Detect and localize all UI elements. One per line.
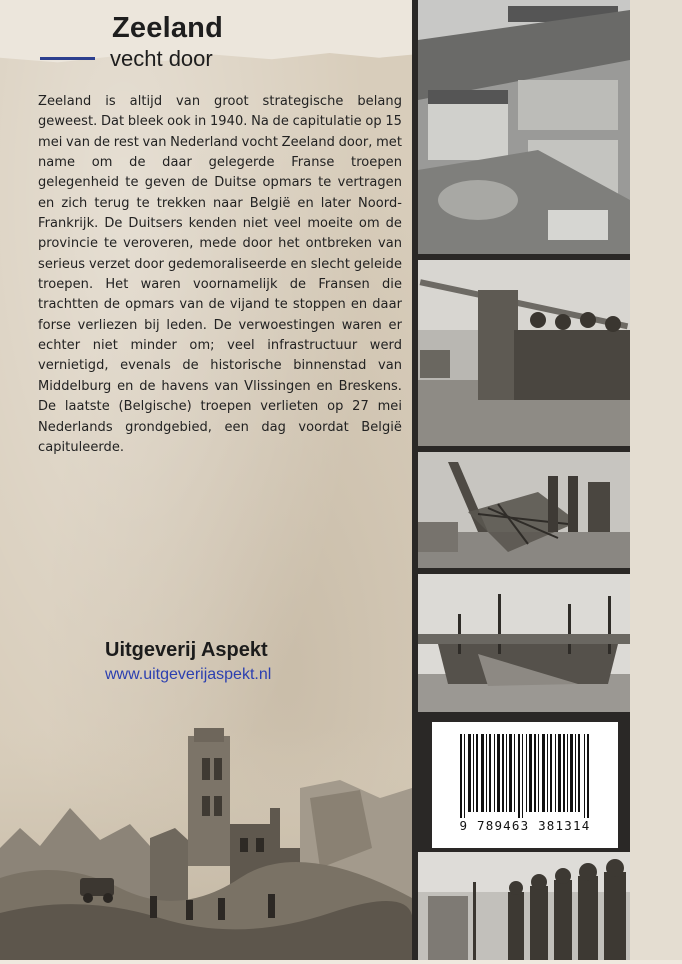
cover-edge (630, 0, 682, 960)
aerial-harbour-photo (418, 0, 630, 254)
book-title (40, 8, 400, 78)
prisoners-column-photo (418, 852, 630, 960)
title-main: Zeeland (112, 12, 223, 44)
destroyed-bridge-photo (418, 452, 630, 568)
blurb-text: Zeeland is altijd van groot strategische belang geweest. Dat bleek ook in 1940. Na de capitulatie op 15 mei van de rest van Nederland vocht Zeeland door, met name om de daar gelegerde Franse troepen gelegenheid te geven de Duitse opmars te vertragen en zich terug te trekken naar België en later Noord-Frankrijk. De Duitsers kenden niet veel moeite om de provincie te veroveren, mede door het ontbreken van serieus verzet door gedemoraliseerde en slecht geleide troepen. Het waren voornamelijk de Fransen die trachtten de opmars van de vijand te stoppen en daar forse verliezen bij leden. De verwoestingen waren er echter niet minder om; veel infrastructuur werd vernietigd, evenals de historische binnenstad van Middelburg en de havens van Vlissingen en Breskens. De laatste (Belgische) troepen verlieten op 27 mei Nederlands grondgebied, een dag voordat België capituleerde. (38, 94, 402, 455)
isbn-barcode (432, 722, 618, 848)
title-subtitle: vecht door (110, 46, 213, 71)
ruined-city-photo (0, 728, 412, 960)
title-accent-line (40, 57, 95, 60)
publisher-url-link[interactable]: www.uitgeverijaspekt.nl (105, 666, 272, 683)
publisher-name: Uitgeverij Aspekt (105, 639, 268, 661)
barcode-bars (460, 734, 590, 818)
sunken-ships-harbour-photo (418, 574, 630, 712)
isbn-number: 9 789463 381314 (459, 818, 591, 833)
artillery-soldiers-photo (418, 260, 630, 446)
publisher-block (105, 639, 271, 684)
